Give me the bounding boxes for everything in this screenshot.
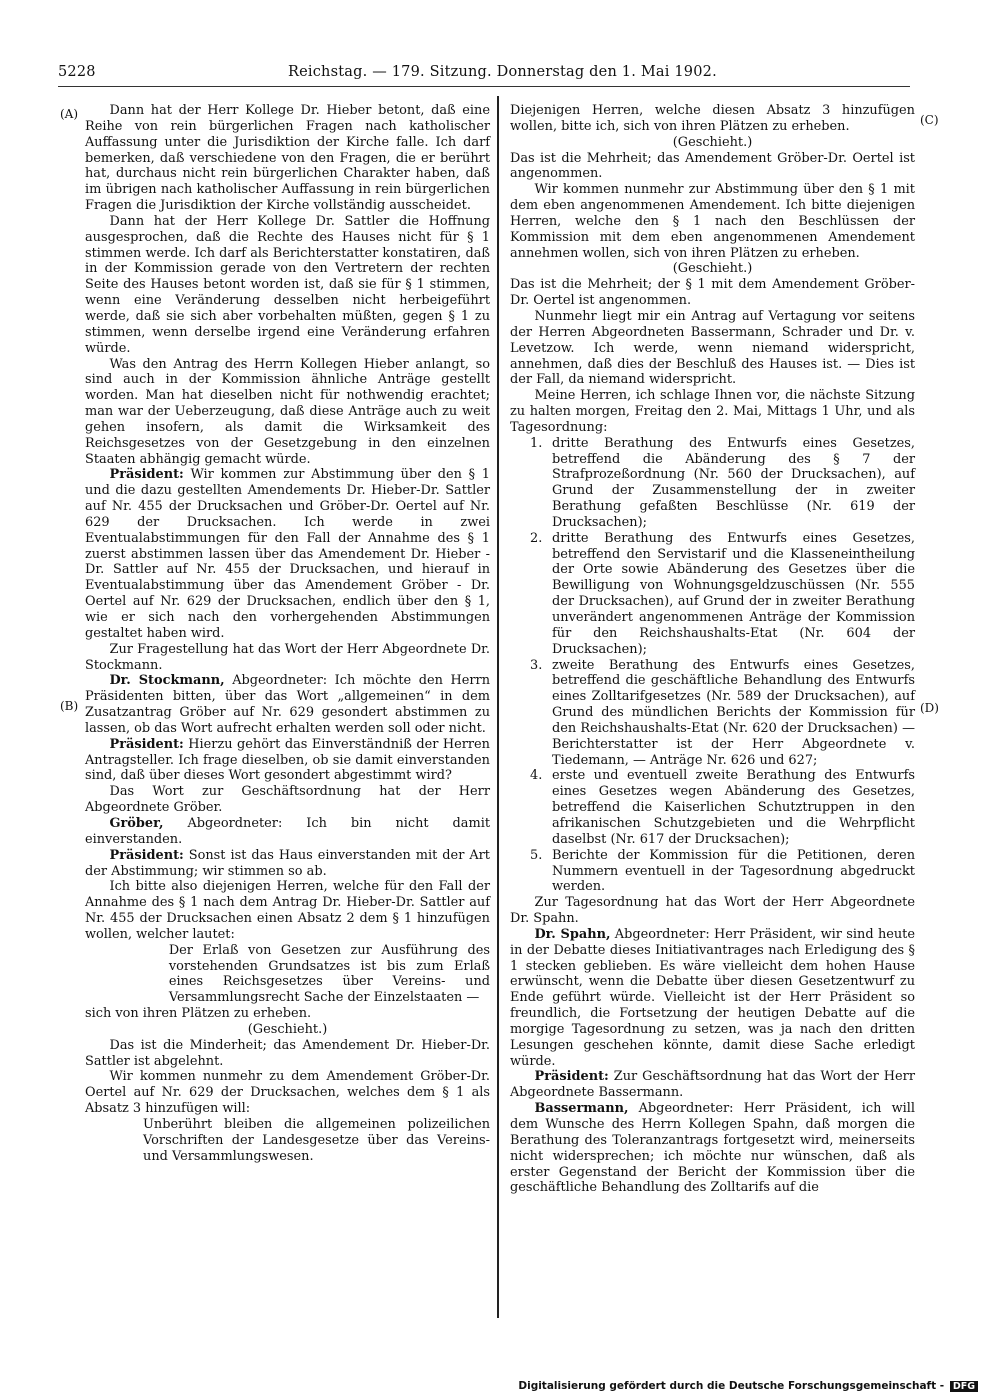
paragraph: [85, 848, 490, 880]
paragraph: [85, 467, 490, 641]
credit-text: Digitalisierung gefördert durch die Deutsche Forschungsgemeinschaft -: [518, 1380, 945, 1392]
margin-marker-a: (A): [60, 107, 79, 121]
speech-text: Hierzu gehört das Einverständniß der Herren Antragsteller. Ich frage dieselben, ob sie damit einverstanden sind, daß über dieses Wort gesondert abgestimmt wird?: [85, 736, 490, 784]
paragraph: Dann hat der Herr Kollege Dr. Sattler die Hoffnung ausgesprochen, daß die Rechte des Hauses nicht für § 1 stimmen werde. Ich darf als Berichterstatter konstatiren, daß in der Kommission gerade von den Vertretern der rechten Seite des Hauses betont worden ist, daß sie für § 1 stimmen, wenn eine Veränderung desselben nicht herbeigeführt werde, daß sie sich aber vorbehalten müßten, gegen § 1 zu stimmen, wenn derselbe irgend eine Veränderung erfahren würde.: [85, 213, 490, 356]
margin-marker-b: (B): [60, 699, 79, 713]
agenda-number: 5.: [530, 847, 543, 863]
paragraph: [85, 816, 490, 848]
paragraph: Dann hat der Herr Kollege Dr. Hieber betont, daß eine Reihe von rein bürgerlichen Fragen nach katholischer Auffassung unter die Jurisdiktion der Kirche falle. Ich darf bemerken, daß verschiedene von den Fragen, die er berührt hat, durchaus nicht rein bürgerlichen Charakter haben, daß im übrigen nach katholischer Auffassung in rein bürgerlichen Fragen die Jurisdiktion der Kirche vollständig ausscheidet.: [85, 103, 490, 214]
speaker-name: Präsident:: [109, 467, 184, 483]
paragraph: Was den Antrag des Herrn Kollegen Hieber anlangt, so sind auch in der Kommission ähnliche Anträge gestellt worden. Man hat dieselben nicht für nothwendig erachtet; man war der Ueberzeugung, daß diese Anträge auch zu weit gehen insofern, als damit die Wirksamkeit des Reichsgesetzes von der Gesetzgebung in den einzelnen Staaten abhängig gemacht würde.: [85, 356, 490, 467]
paragraph: Das ist die Minderheit; das Amendement Dr. Hieber-Dr. Sattler ist abgelehnt.: [85, 1037, 490, 1069]
agenda-text: zweite Berathung des Entwurfs eines Gesetzes, betreffend die geschäftliche Behandlung des Entwurfs eines Zolltarifgesetzes (Nr. 589 der Drucksachen), auf Grund des mündlichen Berichts der Kommission für den Reichshaushalts-Etat (Nr. 620 der Drucksachen) — Berichterstatter ist der Herr Abgeordnete v. Tiedemann, — Anträge Nr. 626 und 627;: [552, 657, 915, 768]
agenda-item: [530, 530, 915, 658]
speaker-name: Präsident:: [109, 736, 184, 752]
paragraph: [85, 673, 490, 736]
speaker-name: Gröber,: [109, 815, 164, 831]
speech-text: Wir kommen zur Abstimmung über den § 1 und die dazu gestellten Amendements Dr. Hieber-Dr. Sattler auf Nr. 455 der Drucksachen und Gröber-Dr. Oertel auf Nr. 629 der Drucksachen. Ich werde in zwei Eventualabstimmungen für den Fall der Annahme des § 1 zuerst abstimmen lassen über das Amendement Dr. Hieber - Dr. Sattler auf Nr. 455 der Drucksachen, und hierauf in Eventualabstimmung über das Amendement Gröber - Dr. Oertel auf Nr. 629 der Drucksachen, endlich über den § 1, wie er sich nach den vorhergehenden Abstimmungen gestaltet haben wird.: [85, 467, 490, 641]
digitization-credit: [518, 1380, 978, 1392]
stage-direction: (Geschieht.): [672, 261, 753, 277]
speech-text: Abgeordneter: Ich bin nicht damit einverstanden.: [85, 815, 490, 847]
agenda-item: [530, 435, 915, 531]
quoted-amendment: Unberührt bleiben die allgemeinen polizeilichen Vorschriften der Landesgesetze über das Vereins- und Versammlungswesen.: [143, 1117, 490, 1164]
speaker-name: Präsident:: [534, 1069, 609, 1085]
speech-text: Sonst ist das Haus einverstanden mit der Art der Abstimmung; wir stimmen so ab.: [85, 847, 490, 879]
agenda-number: 1.: [530, 435, 543, 451]
agenda-number: 2.: [530, 530, 543, 546]
column-divider: [497, 96, 499, 1318]
paragraph: Wir kommen nunmehr zu dem Amendement Gröber-Dr. Oertel auf Nr. 629 der Drucksachen, welches dem § 1 als Absatz 3 hinzufügen will:: [85, 1069, 490, 1117]
running-title: Reichstag. — 179. Sitzung. Donnerstag den 1. Mai 1902.: [288, 64, 717, 80]
agenda-text: Berichte der Kommission für die Petitionen, deren Nummern eventuell in der Tagesordnung abgedruckt werden.: [552, 847, 915, 895]
speaker-name: Präsident:: [109, 847, 184, 863]
paragraph: Wir kommen nunmehr zur Abstimmung über den § 1 mit dem eben angenommenen Amendement. Ich bitte diejenigen Herren, welche den § 1 nach den Beschlüssen der Kommission mit dem eben angenommenen Amendement annehmen wollen, sich von ihren Plätzen zu erheben.: [510, 182, 915, 261]
paragraph: sich von ihren Plätzen zu erheben.: [85, 1006, 312, 1022]
speech-text: Abgeordneter: Ich möchte den Herrn Präsidenten bitten, über das Wort „allgemeinen“ in dem Zusatzantrag Gröber auf Nr. 629 gesondert abstimmen zu lassen, ob das Wort aufrecht erhalten werden soll oder nicht.: [85, 673, 491, 736]
quoted-amendment: Der Erlaß von Gesetzen zur Ausführung des vorstehenden Grundsatzes ist bis zum Erlaß eines Reichsgesetzes über Vereins- und Versammlungsrecht Sache der Einzelstaaten —: [168, 942, 490, 1006]
paragraph: [510, 1101, 915, 1196]
agenda-number: 3.: [530, 657, 543, 673]
running-header: [58, 62, 717, 84]
speaker-name: Dr. Spahn,: [534, 926, 611, 942]
paragraph: Nunmehr liegt mir ein Antrag auf Vertagung vor seitens der Herren Abgeordneten Bassermann, Schrader und Dr. v. Levetzow. Ich werde, wenn niemand widerspricht, annehmen, daß dies der Beschluß des Hauses ist. — Dies ist der Fall, da niemand widerspricht.: [510, 308, 915, 388]
paragraph: Meine Herren, ich schlage Ihnen vor, die nächste Sitzung zu halten morgen, Freitag den 2. Mai, Mittags 1 Uhr, und als Tagesordnung:: [510, 388, 915, 435]
paragraph: Das ist die Mehrheit; das Amendement Gröber-Dr. Oertel ist angenommen.: [510, 150, 915, 182]
left-column: [85, 103, 490, 1165]
stage-direction: (Geschieht.): [672, 134, 753, 150]
speech-text: Abgeordneter: Herr Präsident, ich will dem Wunsche des Herrn Kollegen Spahn, daß morgen die Berathung des Toleranzantrags fortgesetzt wird, meinerseits nicht widersprechen; ich möchte nur wünschen, daß als erster Gegenstand der Bericht der Kommission über die geschäftliche Behandlung des Zolltarifs auf die: [510, 1101, 915, 1196]
paragraph: Das Wort zur Geschäftsordnung hat der Herr Abgeordnete Gröber.: [85, 784, 490, 816]
speech-text: Abgeordneter: Herr Präsident, wir sind heute in der Debatte dieses Initiativantrages nach Erledigung des § 1 stecken geblieben. Es wäre vielleicht dem hohen Hause erwünscht, wenn die Debatte über diesen Gesetzentwurf zu Ende geführt würde. Vielleicht ist der Herr Präsident so freundlich, die Fortsetzung der heutigen Debatte auf die morgige Tagesordnung zu setzen, was ja nach den dritten Lesungen geschehen könnte, damit diese Sache erledigt würde.: [510, 926, 915, 1069]
agenda-number: 4.: [530, 768, 543, 784]
agenda-text: dritte Berathung des Entwurfs eines Gesetzes, betreffend die Abänderung des § 7 der Strafprozeßordnung (Nr. 560 der Drucksachen), auf Grund der Zusammenstellung der in zweiter Berathung gefaßten Beschlüsse (Nr. 619 der Drucksachen);: [552, 435, 915, 530]
paragraph: [510, 1069, 915, 1101]
agenda-list: [510, 436, 915, 895]
page-number: 5228: [58, 64, 96, 80]
paragraph: Ich bitte also diejenigen Herren, welche für den Fall der Annahme des § 1 nach dem Antrag Dr. Hieber-Dr. Sattler auf Nr. 455 der Drucksachen einen Absatz 2 dem § 1 hinzufügen wollen, welcher lautet:: [85, 879, 490, 942]
speaker-name: Dr. Stockmann,: [109, 673, 225, 689]
paragraph: Zur Tagesordnung hat das Wort der Herr Abgeordnete Dr. Spahn.: [510, 895, 915, 927]
margin-marker-d: (D): [920, 701, 939, 715]
paragraph: [85, 737, 490, 785]
speech-text: Zur Geschäftsordnung hat das Wort der Herr Abgeordnete Bassermann.: [510, 1069, 915, 1101]
margin-marker-c: (C): [920, 113, 939, 127]
agenda-item: [530, 768, 915, 847]
paragraph: Das ist die Mehrheit; der § 1 mit dem Amendement Gröber-Dr. Oertel ist angenommen.: [510, 277, 915, 309]
paragraph: Diejenigen Herren, welche diesen Absatz 3 hinzufügen wollen, bitte ich, sich von ihren Plätzen zu erheben.: [510, 103, 915, 134]
right-column: [510, 103, 915, 1196]
agenda-text: dritte Berathung des Entwurfs eines Gesetzes, betreffend den Servistarif und die Klasseneintheilung der Orte sowie Abänderung des Gesetzes über die Bewilligung von Wohnungsgeldzuschüssen (Nr. 555 der Drucksachen), auf Grund der in zweiter Berathung unverändert angenommenen Anträge der Kommission für den Reichshaushalts-Etat (Nr. 604 der Drucksachen);: [552, 530, 915, 657]
dfg-logo: DFG: [950, 1381, 978, 1392]
paragraph: [510, 927, 915, 1070]
agenda-item: [530, 847, 915, 896]
stage-direction: (Geschieht.): [247, 1021, 328, 1037]
agenda-text: erste und eventuell zweite Berathung des Entwurfs eines Gesetzes wegen Abänderung des Gesetzes, betreffend die Kaiserlichen Schutztruppen in den afrikanischen Schutzgebieten und die Wehrpflicht daselbst (Nr. 617 der Drucksachen);: [552, 768, 915, 847]
header-rule: [58, 86, 910, 87]
paragraph: Zur Fragestellung hat das Wort der Herr Abgeordnete Dr. Stockmann.: [85, 641, 490, 673]
speaker-name: Bassermann,: [534, 1101, 629, 1117]
agenda-item: [530, 657, 915, 769]
